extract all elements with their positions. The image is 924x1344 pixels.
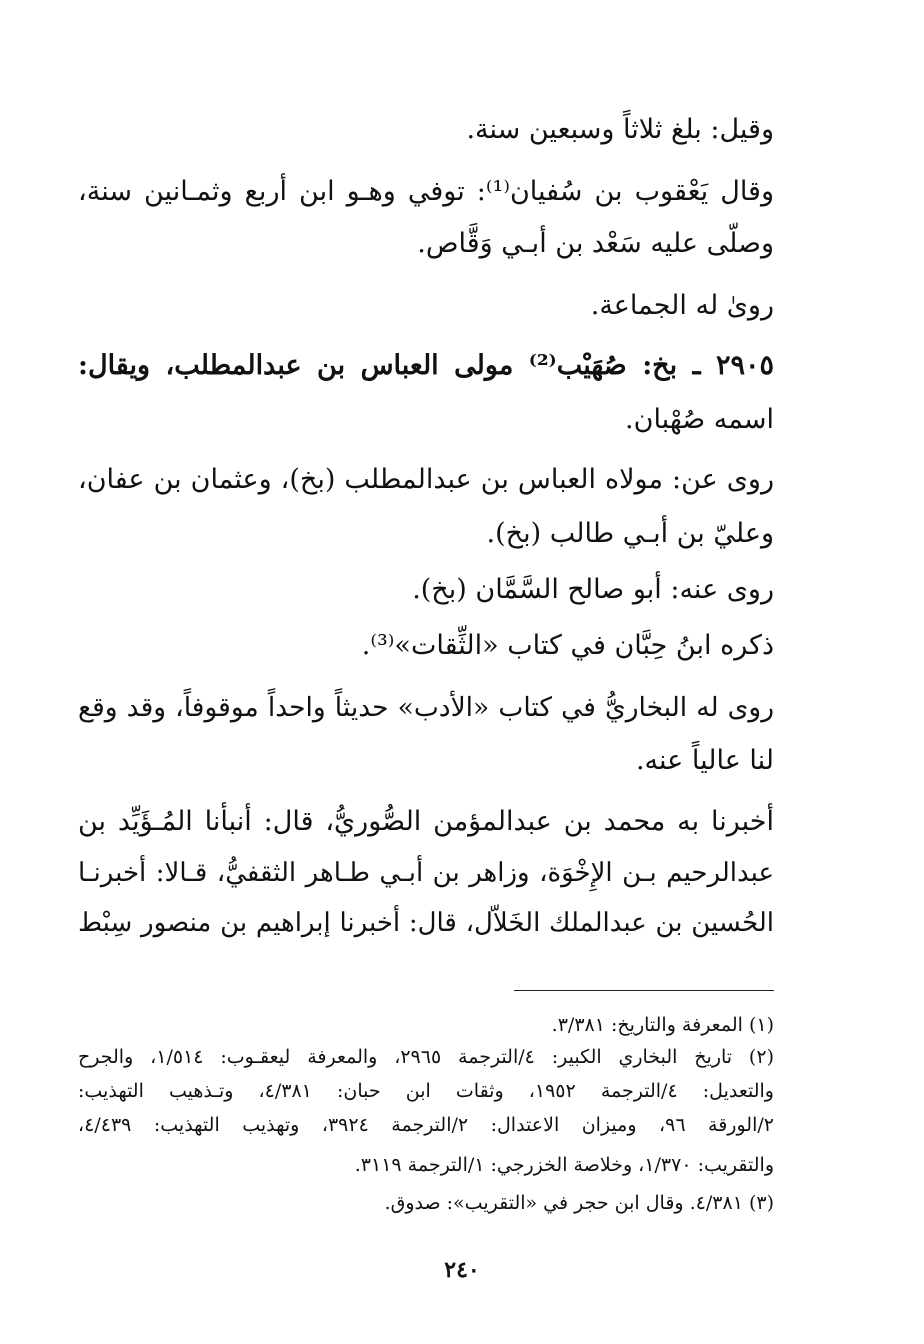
body-line: وعليّ بن أبـي طالب (بخ). — [486, 518, 774, 549]
footnote: والتعديل: ٤/الترجمة ١٩٥٢، وثقات ابن حبان: ٤/٣٨١، وتـذهيب التهذيب: — [78, 1080, 774, 1102]
body-line: وقيل: بلغ ثلاثاً وسبعين سنة. — [466, 114, 774, 145]
body-line: الحُسين بن عبدالملك الخَلاّل، قال: أخبرنا إبراهيم بن منصور سِبْط — [78, 908, 774, 938]
body-line: روىٰ له الجماعة. — [590, 290, 774, 321]
body-line: ذكره ابنُ حِبَّان في كتاب «الثِّقات»⁽³⁾. — [361, 630, 774, 661]
footnote: ٢/الورقة ٩٦، وميزان الاعتدال: ٢/الترجمة ٣٩٢٤، وتهذيب التهذيب: ٤/٤٣٩، — [78, 1114, 774, 1136]
body-line: وصلّى عليه سَعْد بن أبـي وَقَّاص. — [417, 228, 774, 259]
body-line: وقال يَعْقوب بن سُفيان⁽¹⁾: توفي وهـو ابن أربع وثمـانين سنة، — [78, 176, 774, 207]
footnote: (٢) تاريخ البخاري الكبير: ٤/الترجمة ٢٩٦٥، والمعرفة ليعقـوب: ١/٥١٤، والجرح — [78, 1046, 774, 1068]
body-line: لنا عالياً عنه. — [635, 745, 774, 776]
page-number: ٢٤٠ — [444, 1257, 480, 1283]
footnote: (٣) ٤/٣٨١. وقال ابن حجر في «التقريب»: صدوق. — [384, 1192, 774, 1214]
entry-heading: ٢٩٠٥ ـ بخ: صُهَيْب⁽²⁾ مولى العباس بن عبدالمطلب، ويقال: — [78, 350, 774, 381]
footnote: (١) المعرفة والتاريخ: ٣/٣٨١. — [551, 1014, 774, 1036]
body-line: روى له البخاريُّ في كتاب «الأدب» حديثاً واحداً موقوفاً، وقد وقع — [78, 692, 774, 723]
footnote: والتقريب: ١/٣٧٠، وخلاصة الخزرجي: ١/الترجمة ٣١١٩. — [354, 1154, 774, 1176]
body-line: روى عنه: أبو صالح السَّمَّان (بخ). — [412, 574, 774, 605]
body-line: عبدالرحيم بـن الإِخْوَة، وزاهر بن أبـي طـاهر الثقفيُّ، قـالا: أخبرنـا — [78, 858, 774, 888]
body-line: اسمه صُهْبان. — [625, 404, 774, 435]
body-line: أخبرنا به محمد بن عبدالمؤمن الصُّوريُّ، قال: أنبأنا المُـؤَيِّد بن — [78, 806, 774, 837]
body-line: روى عن: مولاه العباس بن عبدالمطلب (بخ)، وعثمان بن عفان، — [78, 464, 774, 495]
footnote-separator — [514, 990, 774, 991]
